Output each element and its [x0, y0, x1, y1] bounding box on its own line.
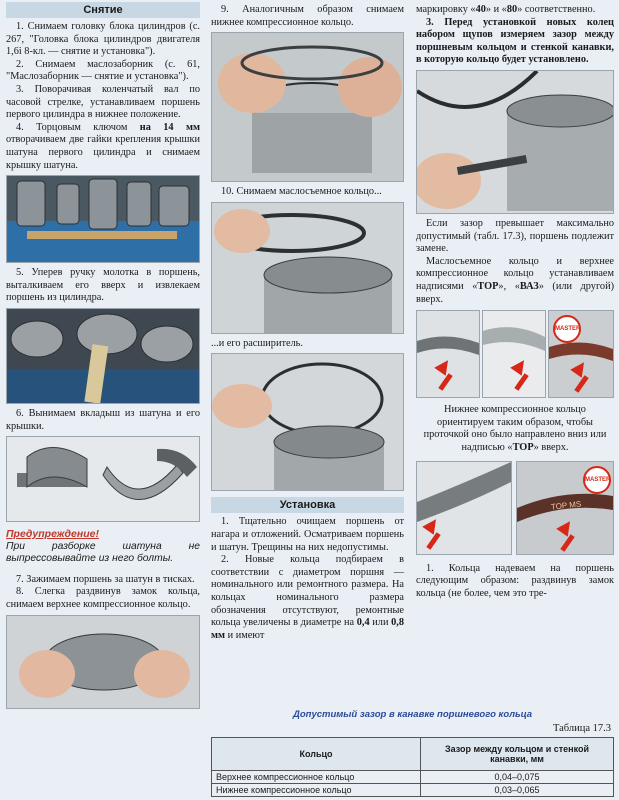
- step-9-text: 9. Аналогичным образом снимаем нижнее компрессионное кольцо.: [211, 4, 404, 28]
- lower-ring-illustration: [212, 33, 404, 181]
- middle-column: [211, 0, 404, 642]
- step-4-part: отворачиваем две гайки крепления крышки шатуна первого цилиндра и снимаем крышку шатуна.: [6, 134, 200, 171]
- ring-hands-illustration: [7, 616, 200, 708]
- step-4-part: 4. Торцовым ключом: [16, 121, 140, 133]
- photo-lower-ring-removal: [211, 32, 404, 182]
- master-logo-icon: MASTER: [553, 315, 581, 343]
- step-2-text: 2. Снимаем маслозаборник (с. 61, "Маслозаборник — снятие и установка").: [6, 58, 200, 83]
- marking-part: » и «: [485, 4, 507, 15]
- marking-bold: 40: [475, 4, 486, 15]
- table-number: Таблица 17.3: [552, 723, 611, 734]
- step-6-text: 6. Вынимаем вкладыш из шатуна и его крышки.: [6, 407, 200, 432]
- oil-ring-bold: ТОР: [477, 280, 499, 292]
- table-row: [212, 771, 614, 784]
- lower-ring-caption: [416, 404, 614, 454]
- photo-ring-top-marking: [516, 461, 614, 555]
- oil-ring-bold: ВАЗ: [519, 280, 539, 292]
- marking-part: маркировку «: [416, 4, 476, 15]
- excess-gap-text: Если зазор превышает максимально допустимый (табл. 17.3), поршень подлежит замене.: [416, 217, 614, 255]
- piston-push-illustration: [7, 309, 200, 403]
- step-4-bold: на 14 мм: [139, 121, 200, 133]
- ring-fit-text: 1. Кольца надеваем на поршень следующим образом: раздвинув замок кольца (не более, чем это тре-: [416, 562, 614, 599]
- expander-illustration: [212, 354, 404, 490]
- step-1-text: 1. Снимаем головку блока цилиндров (с. 267, "Головка блока цилиндров двигателя 1,6i 8-кл. — снятие и установка").: [6, 21, 200, 58]
- section-heading-installation: Установка: [211, 497, 404, 513]
- marking-text: [416, 4, 614, 17]
- warning-title: Предупреждение!: [6, 528, 99, 541]
- photo-oil-ring: [211, 202, 404, 334]
- photo-ring-removal: [6, 615, 200, 709]
- step-7-text: 7. Зажимаем поршень за шатун в тисках.: [16, 573, 195, 585]
- column-header-ring: Кольцо: [212, 738, 421, 771]
- step-8-text: 8. Слегка раздвинув замок кольца, снимаем верхнее компрессионное кольцо.: [6, 586, 200, 611]
- ring-top-mark: TOP MS: [550, 498, 582, 512]
- left-column: [6, 0, 200, 713]
- install-step-2-part: или: [369, 617, 392, 629]
- ring-segment-illustration: [483, 311, 545, 397]
- photo-bearing-shells: [6, 436, 200, 522]
- oil-ring-part: », «: [498, 280, 520, 292]
- lower-ring-bold: ТОР: [512, 441, 534, 453]
- photo-connecting-rod-cap: [6, 175, 200, 263]
- ring-marking-photos: [416, 310, 614, 400]
- bearing-shells-illustration: [7, 437, 200, 521]
- install-step-2-part: и имеют: [225, 629, 265, 641]
- oil-ring-part: Маслосъемное кольцо и верхнее компрессионное кольцо устанавливаем надписями «: [416, 255, 614, 292]
- right-column: [416, 0, 614, 600]
- install-step-2-bold: 0,4: [356, 617, 370, 629]
- photo-ring-marking-1: [416, 310, 480, 398]
- photo-ring-groove: [416, 461, 512, 555]
- ring-orientation-photos: [416, 461, 614, 559]
- table-title: Допустимый зазор в канавке поршневого кольца: [293, 709, 532, 720]
- install-step-1-text: 1. Тщательно очищаем поршень от нагара и отложений. Осматриваем поршень и шатун. Трещины на них недопустимы.: [211, 516, 404, 553]
- ring-name-cell: Нижнее компрессионное кольцо: [212, 784, 421, 797]
- lower-ring-part: » вверх.: [533, 441, 569, 453]
- photo-expander: [211, 353, 404, 491]
- expander-caption: ...и его расширитель.: [211, 337, 303, 349]
- step-4-text: [6, 122, 200, 172]
- table-header-row: [212, 738, 614, 771]
- install-step-2-text: [211, 554, 404, 642]
- photo-ring-marking-2: [482, 310, 546, 398]
- table-row: [212, 784, 614, 797]
- feeler-gauge-illustration: [417, 71, 614, 213]
- photo-feeler-gauge: [416, 70, 614, 214]
- install-step-3-text: 3. Перед установкой новых колец набором щупов измеряем зазор между поршневым кольцом и стенкой канавки, в которую кольцо будет установлено.: [416, 16, 614, 66]
- ring-segment-illustration: [417, 311, 479, 397]
- oil-ring-part: » (или другой) вверх.: [416, 280, 615, 305]
- install-step-2-bold: 0,8 мм: [211, 617, 404, 641]
- gap-value-cell: 0,04–0,075: [421, 771, 614, 784]
- marking-part: » соответственно.: [517, 4, 596, 15]
- gap-value-cell: 0,03–0,065: [421, 784, 614, 797]
- step-3-text: 3. Поворачивая коленчатый вал по часовой стрелке, устанавливаем поршень первого цилиндра в нижнее положение.: [6, 83, 200, 121]
- oil-ring-illustration: [212, 203, 404, 333]
- photo-piston-removal: [6, 308, 200, 404]
- master-logo-icon: MASTER: [583, 466, 611, 494]
- install-step-2-part: 2. Новые кольца подбираем в соответствии с диаметром поршня — номинального или ремонтного размера. На кольцах номинального размера обозначения отсутствуют, ремонтные кольца увеличены в диаметре на: [211, 554, 404, 629]
- lower-ring-part: Нижнее компрессионное кольцо ориентируем таким образом, чтобы проточкой оно было направлено вниз или надписью «: [423, 404, 607, 453]
- ring-name-cell: Верхнее компрессионное кольцо: [212, 771, 421, 784]
- column-header-gap: Зазор между кольцом и стенкой канавки, мм: [421, 738, 614, 771]
- oil-ring-orientation-text: [416, 256, 614, 306]
- gap-table: [211, 737, 614, 797]
- section-heading-removal: Снятие: [6, 2, 200, 18]
- step-5-text: 5. Уперев ручку молотка в поршень, выталкиваем его вверх и извлекаем поршень из цилиндра.: [6, 267, 200, 304]
- step-10-text: 10. Снимаем маслосъемное кольцо...: [221, 186, 382, 198]
- warning-text: При разборке шатуна не выпрессовывайте из него болты.: [6, 540, 200, 565]
- engine-photo-illustration: [7, 176, 200, 262]
- photo-ring-marking-3: [548, 310, 614, 398]
- marking-bold: 80: [506, 4, 518, 15]
